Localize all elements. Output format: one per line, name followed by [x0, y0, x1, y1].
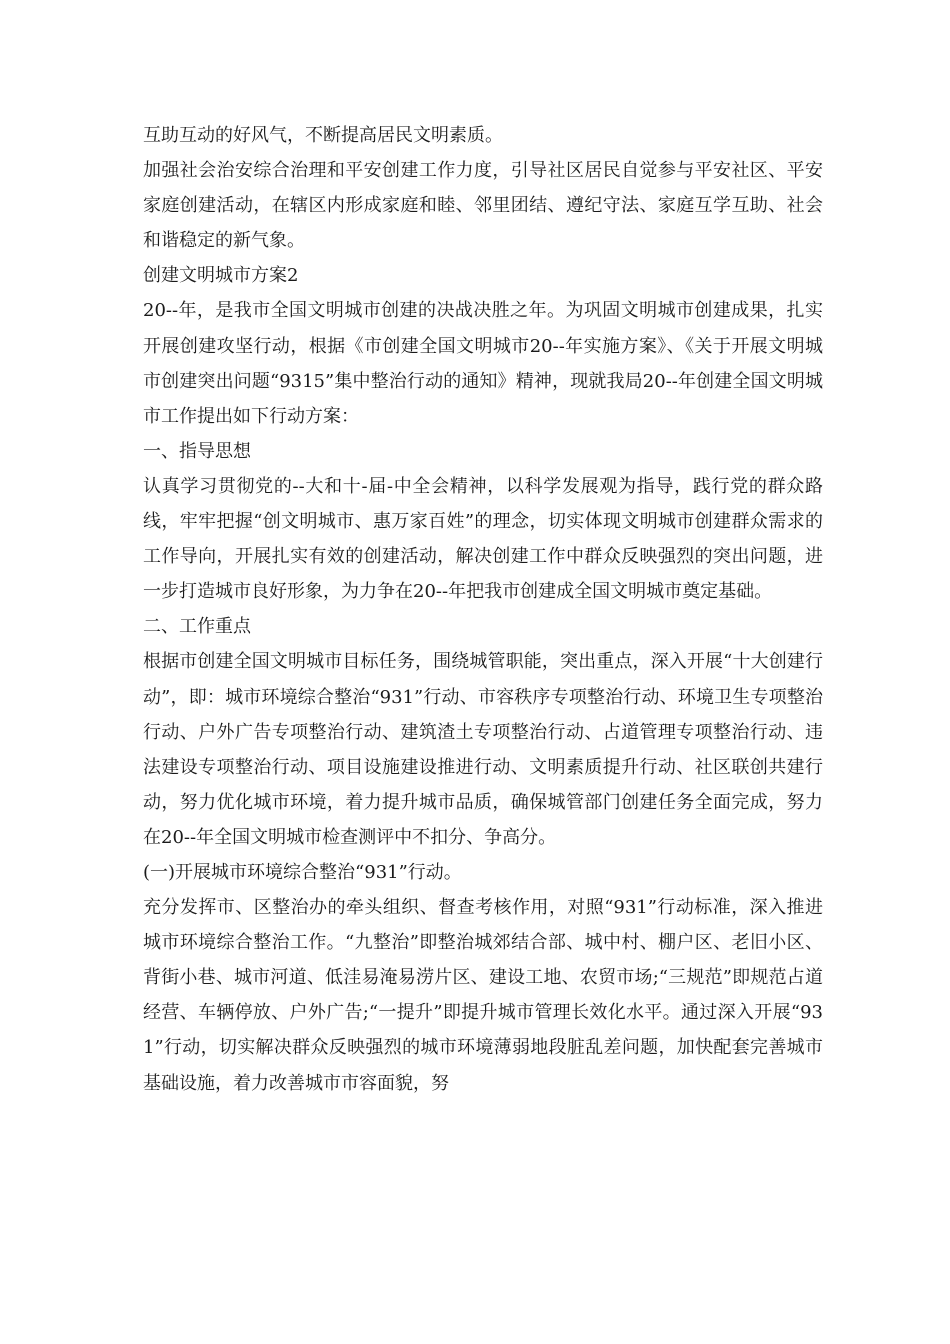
- paragraph-public-security: 加强社会治安综合治理和平安创建工作力度，引导社区居民自觉参与平安社区、平安家庭创建活动，在辖区内形成家庭和睦、邻里团结、遵纪守法、家庭互学互助、社会和谐稳定的新气象。: [143, 160, 823, 252]
- heading-guiding-ideology: 一、指导思想: [143, 440, 251, 462]
- section-title: 创建文明城市方案2: [143, 265, 299, 287]
- paragraph-work-focus: 根据市创建全国文明城市目标任务，围绕城管职能，突出重点，深入开展“十大创建行动”，即：城市环境综合整治“931”行动、市容秩序专项整治行动、环境卫生专项整治行动、户外广告专项整治行动、建筑渣土专项整治行动、占道管理专项整治行动、违法建设专项整治行动、项目设施建设推进行动、文明素质提升行动、社区联创共建行动，努力优化城市环境，着力提升城市品质，确保城管部门创建任务全面完成，努力在20--年全国文明城市检查测评中不扣分、争高分。: [143, 651, 823, 848]
- heading-work-focus: 二、工作重点: [143, 616, 251, 638]
- document-body: [143, 118, 823, 1101]
- paragraph-intro: 20--年，是我市全国文明城市创建的决战决胜之年。为巩固文明城市创建成果，扎实开展创建攻坚行动，根据《市创建全国文明城市20--年实施方案》、《关于开展文明城市创建突出问题“9315”集中整治行动的通知》精神，现就我局20--年创建全国文明城市工作提出如下行动方案：: [143, 300, 823, 427]
- subheading-931-action: (一)开展城市环境综合整治“931”行动。: [143, 861, 462, 883]
- paragraph-continuation: 互助互动的好风气，不断提高居民文明素质。: [143, 125, 503, 146]
- paragraph-guiding-ideology: 认真学习贯彻党的--大和十-届-中全会精神，以科学发展观为指导，践行党的群众路线，牢牢把握“创文明城市、惠万家百姓”的理念，切实体现文明城市创建群众需求的工作导向，开展扎实有效的创建活动，解决创建工作中群众反映强烈的突出问题，进一步打造城市良好形象，为力争在20--年把我市创建成全国文明城市奠定基础。: [143, 475, 823, 603]
- paragraph-931-action: 充分发挥市、区整治办的牵头组织、督查考核作用，对照“931”行动标准，深入推进城市环境综合整治工作。“九整治”即整治城郊结合部、城中村、棚户区、老旧小区、背街小巷、城市河道、低洼易淹易涝片区、建设工地、农贸市场;“三规范”即规范占道经营、车辆停放、户外广告;“一提升”即提升城市管理长效化水平。通过深入开展“931”行动，切实解决群众反映强烈的城市环境薄弱地段脏乱差问题，加快配套完善城市基础设施，着力改善城市市容面貌，努: [143, 897, 823, 1094]
